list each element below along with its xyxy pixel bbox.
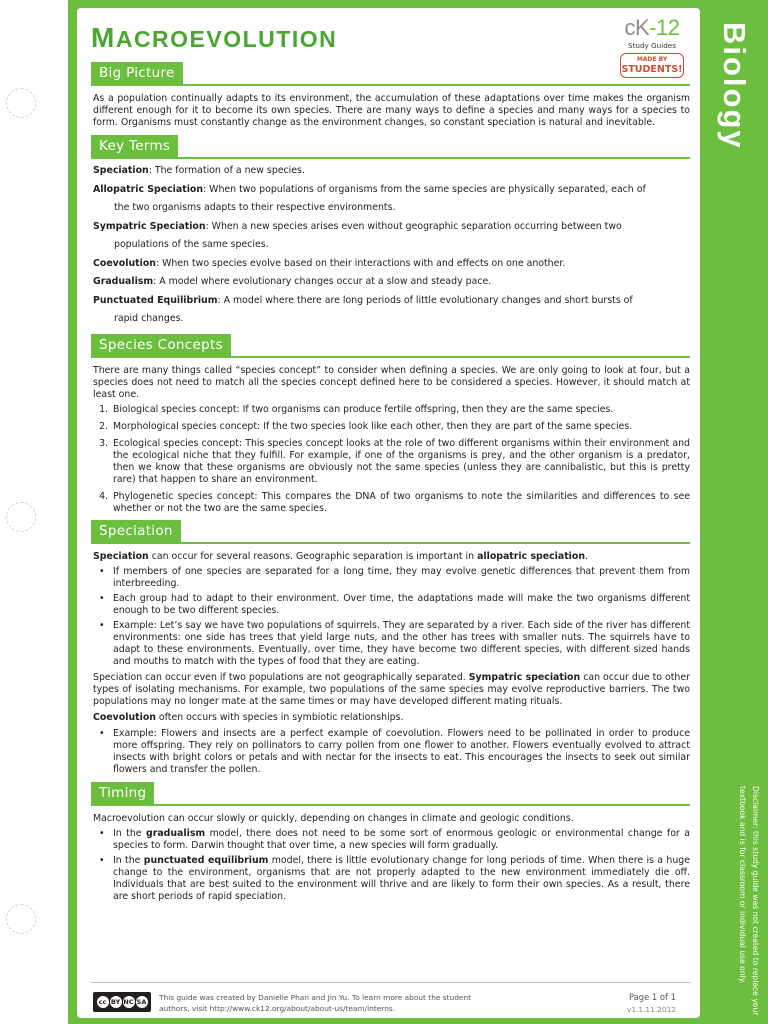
key-terms-heading: Key Terms [91,135,690,159]
author-credit: This guide was created by Danielle Phan and Jin Yu. To learn more about the student authors, visit http://www.ck12.org/about/about-us/team/interns. [159,993,472,1013]
list-item: • In the punctuated equilibrium model, there is little evolutionary change for long periods of time. When there is a huge change to the environment, organisms that are not properly adapted to the new environment immediately die off. Individuals that are best suited to the environment will thrive and are likely to form their own species. As a result, there are short periods of rapid speciation. [109,855,690,903]
sympatric-paragraph: Speciation can occur even if two populations are not geographically separated. Sympatric speciation can occur due to other types of isolating mechanisms. For example, two populations of the same species may evolve reproductive barriers. The two populations may no longer mate at the same times or may have developed different mating rituals. [93,671,690,707]
made-by-students-badge: MADE BY STUDENTS! [620,53,684,78]
key-term-definition: : When two species evolve based on their interactions with and effects on one another. [155,257,566,269]
list-item: 4. Phylogenetic species concept: This compares the DNA of two organisms to note the similarities and differences to see whether or not the two are the same species. [111,491,690,515]
cc-cc-icon: cc [97,996,109,1008]
key-term-definition-cont: the two organisms adapts to their respective environments. [114,202,396,213]
key-term-definition: : A model where evolutionary changes occur at a slow and steady pace. [153,276,492,287]
cc-sa-icon: SA [136,998,147,1006]
key-term [93,273,690,292]
logo-subtitle: Study Guides [628,41,676,50]
key-term [93,255,690,274]
subject-tab-label: Biology [717,22,752,150]
punch-hole-top [6,88,36,118]
key-term [93,181,690,218]
list-item: • Example: Flowers and insects are a perfect example of coevolution. Flowers need to be pollinated in order to produce more offspring. They rely on pollinators to carry pollen from one flower to another. Flowers eventually evolved to attract insects with bright colors or petals and with nectar for the insects to eat. This encourages the insects to seek out similar flowers and transfer the pollen. [109,728,690,776]
key-term [93,218,690,255]
key-term-name: Sympatric Speciation [93,220,206,232]
key-term-definition-cont: rapid changes. [114,313,184,324]
timing-bullets [109,828,690,903]
key-term [93,162,690,181]
key-term-name: Allopatric Speciation [93,183,204,195]
big-picture-text: As a population continually adapts to its environment, the accumulation of these adaptations over time makes the organism different enough for it to become its own species. There are many ways to define a species and many ways for a species to form. Organisms must constantly change as the environment changes, so constant speciation is natural and inevitable. [93,93,690,128]
key-term-name: Punctuated Equilibrium [93,294,218,306]
key-term-definition: : When a new species arises even without geographic separation occurring between two [205,220,622,232]
speciation-intro: Speciation can occur for several reasons. Geographic separation is important in allopatric speciation. [93,550,588,562]
big-picture-heading: Big Picture [91,62,690,86]
cc-by-icon: BY [110,998,121,1006]
timing-intro: Macroevolution can occur slowly or quickly, depending on changes in climate and geologic conditions. [93,812,574,824]
key-term-definition: : A model where there are long periods of little evolutionary changes and short bursts of [217,294,633,306]
list-item: • Each group had to adapt to their environment. Over time, the adaptations made will make the two organisms different enough to be two different species. [109,593,690,617]
list-item: 1. Biological species concept: If two organisms can produce fertile offspring, then they are the same species. [111,404,690,416]
key-term-definition: : When two populations of organisms from the same species are physically separated, each of [203,183,646,195]
page-number: Page 1 of 1 [629,992,676,1002]
punch-hole-bottom [6,904,36,934]
punch-hole-middle [6,502,36,532]
ck12-wordmark: cK-12 [624,15,680,40]
page-title: MACROEVOLUTION [91,22,338,53]
key-term-name: Coevolution [93,257,156,269]
key-terms-list [91,162,690,329]
key-term-name: Gradualism [93,276,154,287]
page-footer [91,982,690,1016]
list-item: • If members of one species are separated for a long time, they may evolve genetic differences that prevent them from interbreeding. [109,566,690,590]
version-number: v1.1.11.2012 [626,1005,676,1014]
species-concepts-intro: There are many things called “species concept” to consider when defining a species. We are only going to look at four, but a species does not need to match all the species concept defined here to be considered a species. However, it should match at least one. [93,364,690,400]
key-term-definition-cont: populations of the same species. [114,239,269,250]
species-concepts-heading: Species Concepts [91,334,690,358]
cc-nc-icon: NC [123,998,134,1006]
key-term-name: Speciation [93,165,149,176]
timing-heading: Timing [91,782,690,806]
disclaimer: Disclaimer: this study guide was not created to replace your textbook and is for classroom or individual use only. [738,786,760,1016]
species-concepts-list [111,404,690,515]
list-item: • In the gradualism model, there does not need to be some sort of enormous geologic or environmental change for a species to form. Darwin thought that over time, a new species will form gradually. [109,828,690,852]
study-guide-sheet [77,8,700,1018]
list-item: 3. Ecological species concept: This species concept looks at the role of two different organisms within their environment and the ecological niche that they fulfill. For example, if one of the organisms is prey, and the other organism is a predator, then we know that these organisms are obviously not the same species (unless they are cannibalistic, but this is pretty rare) that happen to share an environment. [111,438,690,486]
creative-commons-license-icon[interactable] [93,992,151,1012]
speciation-bullets [109,566,690,668]
list-item: • Example: Let’s say we have two populations of squirrels. They are separated by a river. Each side of the river has different environments: one side has trees that yield large nuts, and the other has trees with smaller nuts. The squirrels have to adapt to these environments. Eventually, over time, they have become two different species, with different sized hands and mouths to match with the types of food that they are eating. [109,620,690,668]
key-term [93,292,690,329]
key-term-definition: : The formation of a new species. [148,165,305,176]
speciation-heading: Speciation [91,520,690,544]
coevolution-bullets [109,728,690,776]
coevolution-paragraph: Coevolution often occurs with species in symbiotic relationships. [93,711,404,723]
list-item: 2. Morphological species concept: If the two species look like each other, then they are part of the same species. [111,421,690,433]
